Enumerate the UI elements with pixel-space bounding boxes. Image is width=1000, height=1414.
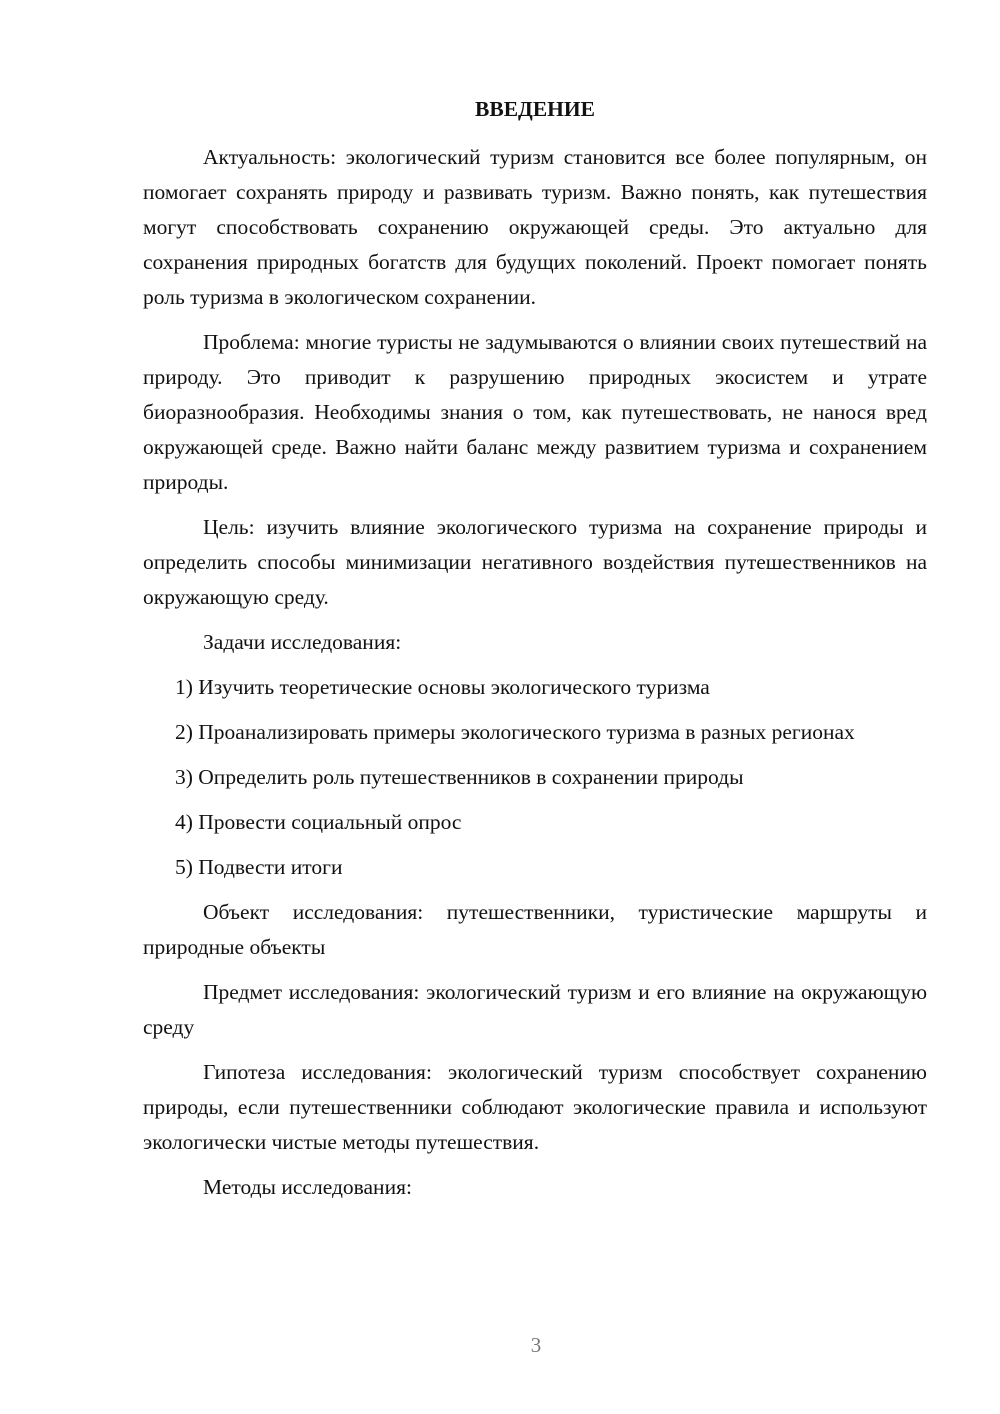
task-item: 1) Изучить теоретические основы экологического туризма <box>175 675 710 699</box>
problem-paragraph: Проблема: многие туристы не задумываются о влиянии своих путешествий на природу. Это приводит к разрушению природных экосистем и утрате биоразнообразия. Необходимы знания о том, как путешествовать, не нанося вред окружающей среде. Важно найти баланс между развитием туризма и сохранением природы. <box>143 330 927 494</box>
task-item: 4) Провести социальный опрос <box>175 810 462 834</box>
task-item: 3) Определить роль путешественников в сохранении природы <box>175 765 744 789</box>
object-paragraph: Объект исследования: путешественники, туристические маршруты и природные объекты <box>143 900 927 959</box>
tasks-heading: Задачи исследования: <box>203 630 402 654</box>
methods-heading: Методы исследования: <box>203 1175 412 1199</box>
goal-paragraph: Цель: изучить влияние экологического туризма на сохранение природы и определить способы минимизации негативного воздействия путешественников на окружающую среду. <box>143 515 927 609</box>
task-item: 5) Подвести итоги <box>175 855 343 879</box>
hypothesis-paragraph: Гипотеза исследования: экологический туризм способствует сохранению природы, если путешественники соблюдают экологические правила и используют экологически чистые методы путешествия. <box>143 1060 927 1154</box>
subject-paragraph: Предмет исследования: экологический туризм и его влияние на окружающую среду <box>143 980 927 1039</box>
page-content <box>143 92 927 1215</box>
task-item: 2) Проанализировать примеры экологического туризма в разных регионах <box>175 720 855 744</box>
page-title: ВВЕДЕНИЕ <box>475 97 595 121</box>
page-number: 3 <box>530 1333 542 1357</box>
relevance-paragraph: Актуальность: экологический туризм становится все более популярным, он помогает сохранять природу и развивать туризм. Важно понять, как путешествия могут способствовать сохранению окружающей среды. Это актуально для сохранения природных богатств для будущих поколений. Проект помогает понять роль туризма в экологическом сохранении. <box>143 145 927 309</box>
